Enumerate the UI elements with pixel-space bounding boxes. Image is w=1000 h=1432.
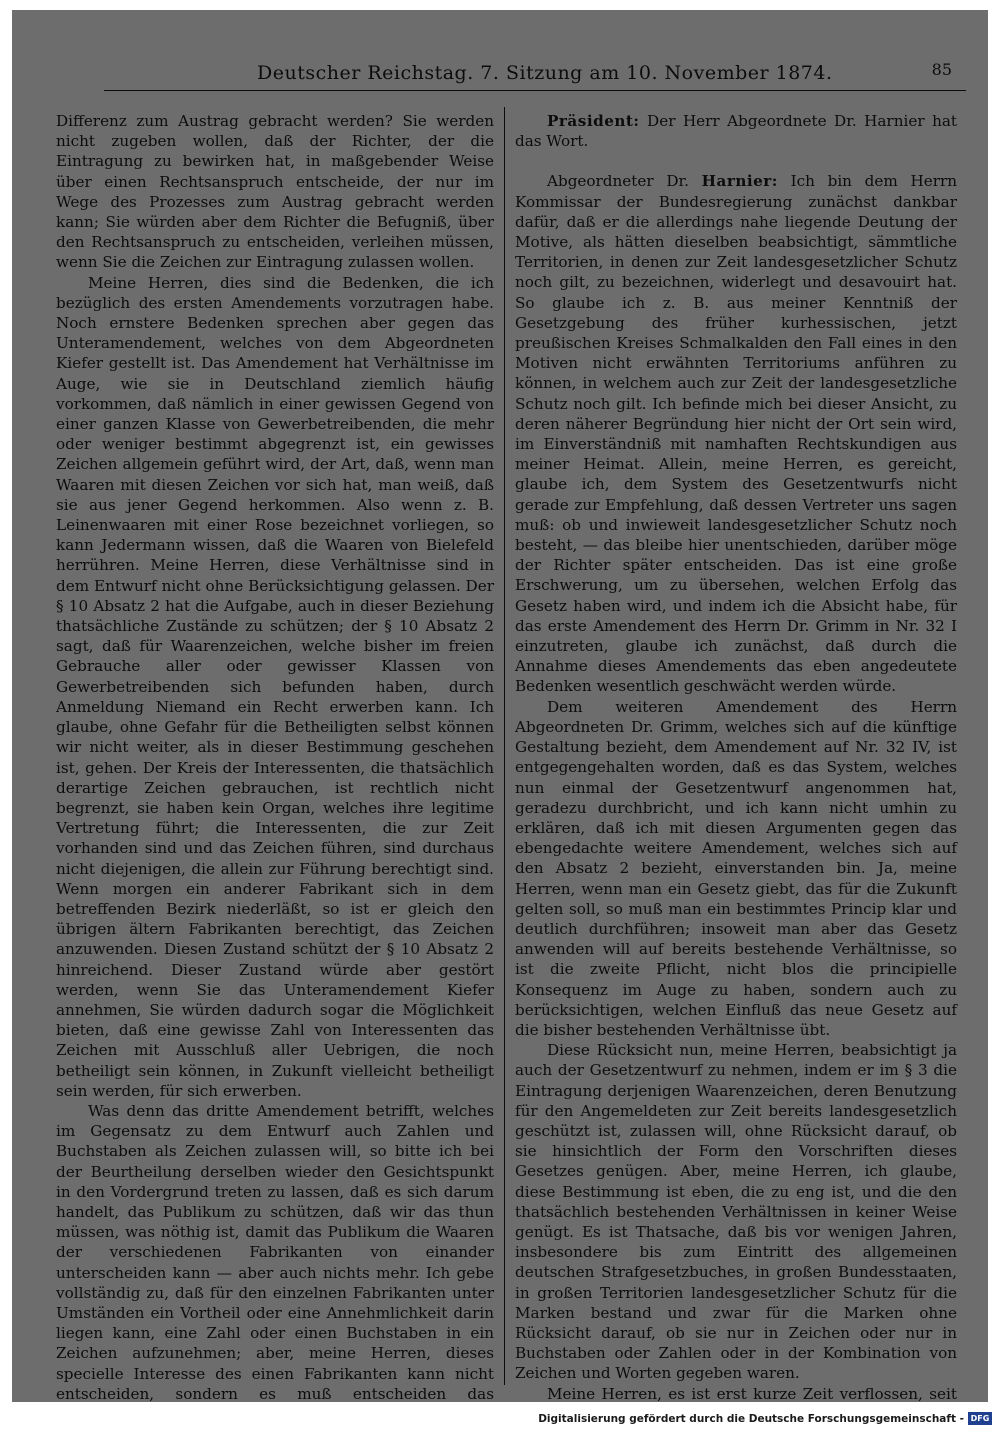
- header-title: Deutscher Reichstag. 7. Sitzung am 10. November 1874.: [257, 62, 833, 84]
- scanned-page: [12, 10, 988, 1402]
- funding-credit: Digitalisierung gefördert durch die Deutsche Forschungsgemeinschaft -: [538, 1413, 964, 1425]
- paragraph: Meine Herren, dies sind die Bedenken, die ich bezüglich des ersten Amendements vorzutragen habe. Noch ernstere Bedenken sprechen aber gegen das Unteramendement, welches von dem Abgeordneten Kiefer gestellt ist. Das Amendement hat Verhältnisse im Auge, wie sie in Deutschland ziemlich häufig vorkommen, daß nämlich in einer gewissen Gegend von einer ganzen Klasse von Gewerbetreibenden, die mehr oder weniger bestimmt abgegrenzt ist, ein gewisses Zeichen allgemein geführt wird, der Art, daß, wenn man Waaren mit diesen Zeichen vor sich hat, man weiß, daß sie aus jener Gegend herkommen. Also wenn z. B. Leinenwaaren mit einer Rose bezeichnet vorliegen, so kann Jedermann wissen, daß die Waaren von Bielefeld herrühren. Meine Herren, diese Verhältnisse sind in dem Entwurf nicht ohne Berücksichtigung gelassen. Der § 10 Absatz 2 hat die Aufgabe, auch in dieser Beziehung thatsächliche Zustände zu schützen; der § 10 Absatz 2 sagt, daß für Waarenzeichen, welche bisher im freien Gebrauche aller oder gewisser Klassen von Gewerbetreibenden sich befunden haben, durch Anmeldung Niemand ein Recht erwerben kann. Ich glaube, ohne Gefahr für die Betheiligten selbst können wir nicht weiter, als in dieser Bestimmung geschehen ist, gehen. Der Kreis der Interessenten, die thatsächlich derartige Zeichen gebrauchen, ist rechtlich nicht begrenzt, sie haben kein Organ, welches ihre legitime Vertretung führt; die Interessenten, die zur Zeit vorhanden sind und das Zeichen führen, sind durchaus nicht diejenigen, die allein zur Führung berechtigt sind. Wenn morgen ein anderer Fabrikant sich in dem betreffenden Bezirk niederläßt, so ist er gleich den übrigen ältern Fabrikanten berechtigt, das Zeichen anzuwenden. Diesen Zustand schützt der § 10 Absatz 2 hinreichend. Dieser Zustand würde aber gestört werden, wenn Sie das Unteramendement Kiefer annehmen, Sie würden dadurch sogar die Möglichkeit bieten, daß eine gewisse Zahl von Interessenten das Zeichen mit Ausschluß aller Uebrigen, die noch betheiligt sein können, in Zukunft vielleicht betheiligt sein werden, für sich erwerben.: [56, 273, 494, 1100]
- page-header: [12, 62, 988, 98]
- paragraph: Differenz zum Austrag gebracht werden? Sie werden nicht zugeben wollen, daß der Richter, der die Eintragung zu bewirken hat, in maßgebender Weise über einen Rechtsanspruch entscheide, der nur im Wege des Prozesses zum Austrag gebracht werden kann; Sie würden aber dem Richter die Befugniß, über den Rechtsanspruch zu entscheiden, verleihen müssen, wenn Sie die Zeichen zur Eintragung zulassen wollen.: [56, 112, 494, 272]
- speaker-name: Präsident:: [547, 112, 640, 130]
- header-rule: [104, 90, 966, 91]
- right-column: [515, 111, 957, 1402]
- speech-text: Ich bin dem Herrn Kommissar der Bundesregierung zunächst dankbar dafür, daß er die allerdings nahe liegende Deutung der Motive, als hätten dieselben beabsichtigt, sämmtliche Territorien, in denen zur Zeit landesgesetzlicher Schutz noch gilt, zu bezeichnen, widerlegt und desavouirt hat. So glaube ich z. B. aus meiner Kenntniß der Gesetzgebung des früher kurhessischen, jetzt preußischen Kreises Schmalkalden den Fall eines in den Motiven nicht erwähnten Territoriums anführen zu können, in welchem auch zur Zeit der landesgesetzliche Schutz noch gilt. Ich befinde mich bei dieser Ansicht, zu deren näherer Begründung hier nicht der Ort sein wird, im Einverständniß mit namhaften Rechtskundigen aus meiner Heimat. Allein, meine Herren, es gereicht, glaube ich, dem System des Gesetzentwurfs nicht gerade zur Empfehlung, daß dessen Vertreter uns sagen muß: ob und inwieweit landesgesetzlicher Schutz noch besteht, — das bleibe hier unentschieden, darüber möge der Richter später entscheiden. Das ist eine große Erschwerung, um zu übersehen, welchen Erfolg das Gesetz haben wird, und indem ich die Absicht habe, für das erste Amendement des Herrn Dr. Grimm in Nr. 32 I einzutreten, glaube ich zunächst, daß durch die Annahme dieses Amendements das eben angedeutete Bedenken wesentlich geschwächt werden würde.: [515, 172, 958, 696]
- page-footer: [0, 1405, 1000, 1432]
- paragraph: Meine Herren, es ist erst kurze Zeit verflossen, seit: [547, 1384, 957, 1402]
- left-column: [56, 111, 494, 1402]
- speaker-name: Harnier:: [701, 172, 778, 191]
- paragraph: Diese Rücksicht nun, meine Herren, beabsichtigt ja auch der Gesetzentwurf zu nehmen, indem er im § 3 die Eintragung derjenigen Waarenzeichen, deren Benutzung für den Angemeldeten zur Zeit bereits landesgesetzlich geschützt ist, zulassen will, ohne Rücksicht darauf, ob sie hinsichtlich der Form den Vorschriften dieses Gesetzes genügen. Aber, meine Herren, ich glaube, diese Bestimmung ist eben, die zu eng ist, und die den thatsächlich bestehenden Verhältnissen in keiner Weise genügt. Es ist Thatsache, daß bis vor wenigen Jahren, insbesondere bis zum Eintritt des allgemeinen deutschen Strafgesetzbuches, in großen Bundesstaaten, in großen Territorien landesgesetzlicher Schutz für die Marken bestand und zwar für die Marken ohne Rücksicht darauf, ob sie nur in Zeichen oder nur in Buchstaben oder Zahlen oder in der Kombination von Zeichen und Worten gegeben waren.: [515, 1041, 957, 1383]
- column-divider: [504, 107, 505, 1385]
- speech-paragraph: [515, 171, 957, 696]
- dfg-logo-icon: DFG: [968, 1412, 992, 1425]
- paragraph: Was denn das dritte Amendement betrifft, welches im Gegensatz zu dem Entwurf auch Zahlen und Buchstaben als Zeichen zulassen will, so bitte ich bei der Beurtheilung derselben wieder den Gesichtspunkt in den Vordergrund treten zu lassen, daß es sich darum handelt, das Publikum zu schützen, daß wir das thun müssen, was nöthig ist, damit das Publikum die Waaren der verschiedenen Fabrikanten von einander unterscheiden kann — aber auch nichts mehr. Ich gebe vollständig zu, daß für den einzelnen Fabrikanten unter Umständen ein Vortheil oder eine Annehmlichkeit darin liegen kann, eine Zahl oder einen Buchstaben in ein Zeichen aufzunehmen; aber, meine Herren, dieses specielle Interesse des einen Fabrikanten kann nicht entscheiden, sondern es muß entscheiden das: [56, 1101, 494, 1402]
- speech-intro: Abgeordneter Dr.: [547, 172, 689, 191]
- paragraph: Dem weiteren Amendement des Herrn Abgeordneten Dr. Grimm, welches sich auf die künftige Gestaltung bezieht, dem Amendement auf Nr. 32 IV, ist entgegengehalten worden, daß es das System, welches nun einmal der Gesetzentwurf angenommen hat, geradezu durchbricht, und ich kann nicht umhin zu erklären, daß ich mit diesen Argumenten gegen das ebengedachte weitere Amendement, welches sich auf den Absatz 2 bezieht, einverstanden bin. Ja, meine Herren, wenn man ein Gesetz giebt, das für die Zukunft gelten soll, so muß man ein bestimmtes Princip klar und deutlich durchführen; insoweit man aber das Gesetz anwenden will auf bereits bestehende Verhältnisse, so ist die zweite Pflicht, nicht blos die principielle Konsequenz im Auge zu haben, sondern auch zu berücksichtigen, welchen Einfluß das neue Gesetz auf die bisher bestehenden Verhältnisse übt.: [515, 697, 957, 1039]
- president-text: Der Herr Abgeordnete Dr. Harnier hat das Wort.: [515, 112, 958, 151]
- page-number: 85: [931, 60, 952, 79]
- president-remark: [515, 111, 957, 151]
